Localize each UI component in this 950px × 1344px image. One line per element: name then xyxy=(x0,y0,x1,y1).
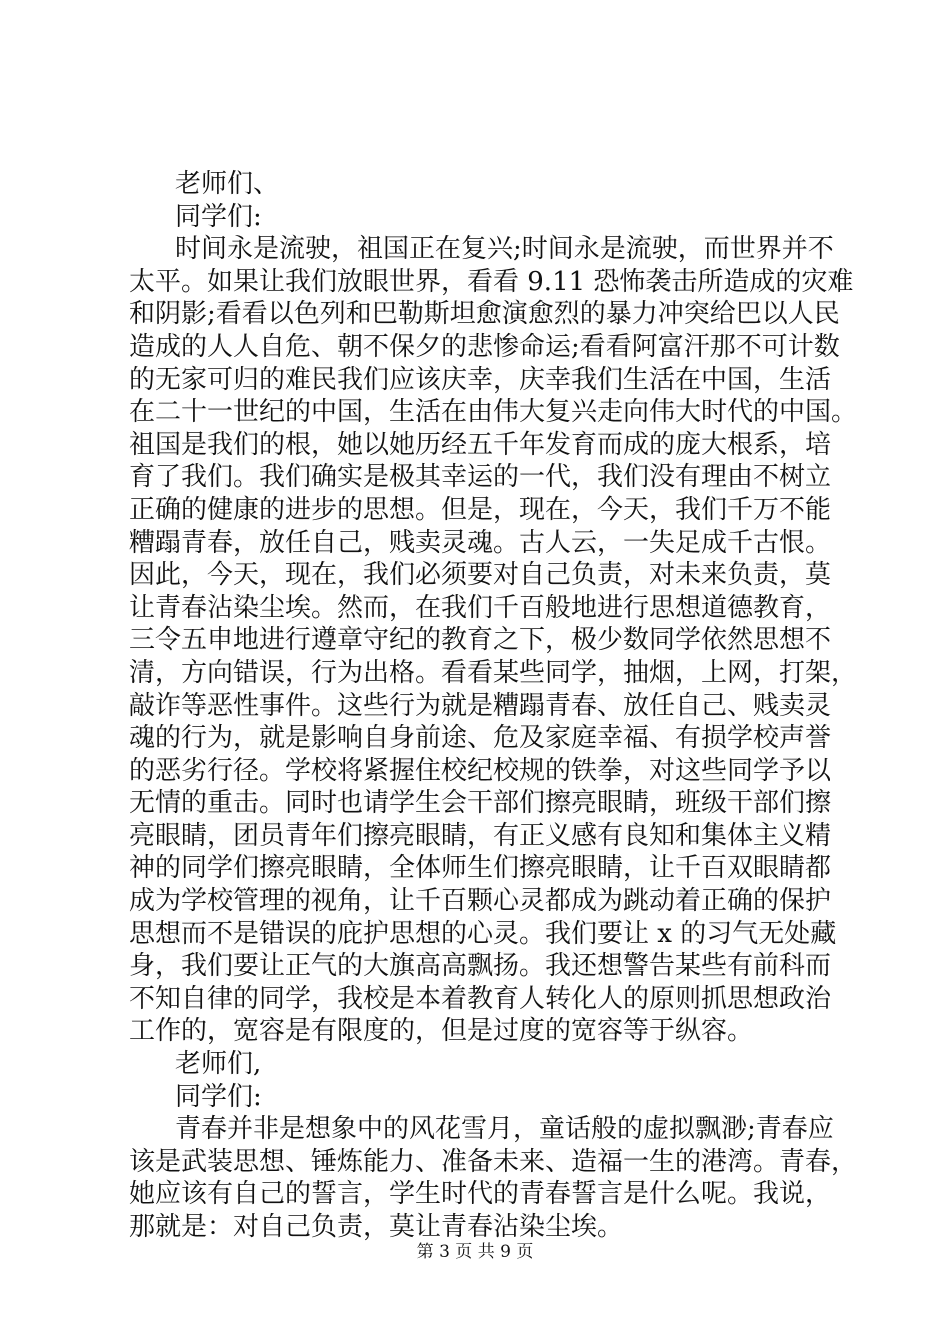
text-line: 成为学校管理的视角，让千百颗心灵都成为跳动着正确的保护 xyxy=(129,886,832,917)
text-line: 同学们: xyxy=(175,1081,262,1112)
text-line: 清，方向错误，行为出格。看看某些同学，抽烟，上网，打架， xyxy=(129,657,858,688)
text-line: 她应该有自己的誓言，学生时代的青春誓言是什么呢。我说， xyxy=(129,1179,832,1210)
text-line: 青春并非是想象中的风花雪月，童话般的虚拟飘渺;青春应 xyxy=(175,1114,834,1145)
text-line: 老师们、 xyxy=(175,169,280,199)
text-line: 时间永是流驶，祖国正在复兴;时间永是流驶，而世界并不 xyxy=(175,234,834,265)
text-line: 神的同学们擦亮眼睛，全体师生们擦亮眼睛，让千百双眼睛都 xyxy=(129,853,832,884)
text-line: 因此，今天，现在，我们必须要对自己负责，对未来负责，莫 xyxy=(129,560,832,591)
text-line: 在二十一世纪的中国，生活在由伟大复兴走向伟大时代的中国。 xyxy=(129,397,858,428)
text-line: 三令五申地进行遵章守纪的教育之下，极少数同学依然思想不 xyxy=(129,625,832,656)
text-line: 正确的健康的进步的思想。但是，现在，今天，我们千万不能 xyxy=(129,494,832,525)
text-line: 祖国是我们的根，她以她历经五千年发育而成的庞大根系，培 xyxy=(129,429,832,460)
text-line: 工作的，宽容是有限度的，但是过度的宽容等于纵容。 xyxy=(129,1016,754,1047)
text-line: 太平。如果让我们放眼世界，看看 9.11 恐怖袭击所造成的灾难 xyxy=(129,266,854,297)
text-line: 和阴影;看看以色列和巴勒斯坦愈演愈烈的暴力冲突给巴以人民 xyxy=(129,299,840,330)
text-line: 亮眼睛，团员青年们擦亮眼睛，有正义感有良知和集体主义精 xyxy=(129,820,832,851)
text-line: 那就是：对自己负责，莫让青春沾染尘埃。 xyxy=(129,1212,624,1242)
text-line: 无情的重击。同时也请学生会干部们擦亮眼睛，班级干部们擦 xyxy=(129,788,832,819)
text-line: 的无家可归的难民我们应该庆幸，庆幸我们生活在中国，生活 xyxy=(129,364,832,395)
text-line: 老师们, xyxy=(175,1049,262,1080)
text-line: 造成的人人自危、朝不保夕的悲惨命运;看看阿富汗那不可计数 xyxy=(129,331,840,362)
text-line: 让青春沾染尘埃。然而，在我们千百般地进行思想道德教育， xyxy=(129,592,832,623)
text-line: 糟蹋青春，放任自己，贱卖灵魂。古人云，一失足成千古恨。 xyxy=(129,527,832,558)
text-line: 魂的行为，就是影响自身前途、危及家庭幸福、有损学校声誉 xyxy=(129,723,832,754)
text-line: 敲诈等恶性事件。这些行为就是糟蹋青春、放任自己、贱卖灵 xyxy=(129,690,832,721)
text-line: 思想而不是错误的庇护思想的心灵。我们要让 x 的习气无处藏 xyxy=(129,918,837,949)
text-line: 该是武装思想、锤炼能力、准备未来、造福一生的港湾。青春， xyxy=(129,1146,858,1177)
document-body xyxy=(129,168,858,1244)
page-number: 第 3 页 共 9 页 xyxy=(416,1242,534,1262)
text-line: 不知自律的同学，我校是本着教育人转化人的原则抓思想政治 xyxy=(129,983,832,1014)
text-line: 身，我们要让正气的大旗高高飘扬。我还想警告某些有前科而 xyxy=(129,951,832,982)
text-line: 同学们: xyxy=(175,201,262,232)
page-footer xyxy=(0,1242,950,1262)
text-line: 的恶劣行径。学校将紧握住校纪校规的铁拳，对这些同学予以 xyxy=(129,755,832,786)
text-line: 育了我们。我们确实是极其幸运的一代，我们没有理由不树立 xyxy=(129,462,832,493)
